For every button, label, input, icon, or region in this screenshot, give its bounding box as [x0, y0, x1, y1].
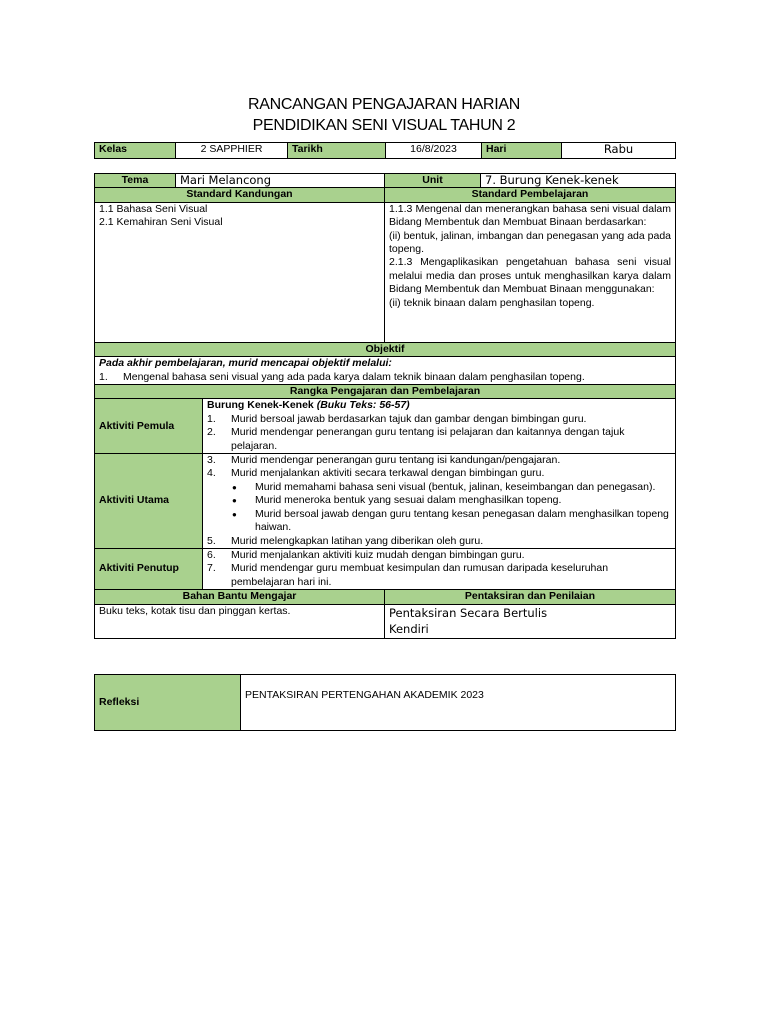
aktiviti-penutup-label: Aktiviti Penutup: [95, 548, 203, 589]
objektif-item: [99, 371, 671, 384]
refleksi-value: PENTAKSIRAN PERTENGAHAN AKADEMIK 2023: [241, 675, 676, 731]
item-text: Murid bersoal jawab berdasarkan tajuk dan gambar dengan bimbingan guru.: [231, 412, 587, 425]
pentaksiran-line: Kendiri: [389, 621, 429, 636]
bbm-value: Buku teks, kotak tisu dan pinggan kertas.: [95, 604, 385, 638]
sp-line: (ii) bentuk, jalinan, imbangan dan penegasan yang ada pada topeng.: [389, 229, 671, 256]
list-item: [207, 454, 671, 467]
objektif-cell: [95, 357, 676, 385]
info-table: [94, 142, 676, 159]
aktiviti-utama-list: [207, 454, 671, 481]
standard-pembelajaran-cell: [385, 202, 676, 342]
sk-item: 1.1 Bahasa Seni Visual: [99, 202, 208, 215]
bbm-header: Bahan Bantu Mengajar: [95, 590, 385, 604]
tema-label: Tema: [95, 174, 176, 188]
aktiviti-utama-cell: [203, 454, 676, 549]
kelas-label: Kelas: [95, 143, 176, 159]
unit-value: 7. Burung Kenek-kenek: [481, 174, 676, 188]
aktiviti-pemula-heading: [207, 399, 671, 412]
page-subtitle: PENDIDIKAN SENI VISUAL TAHUN 2: [252, 117, 516, 134]
aktiviti-penutup-cell: [203, 548, 676, 589]
item-number: 7.: [207, 562, 216, 575]
refleksi-table: [94, 674, 676, 731]
item-number: 1.: [207, 412, 216, 425]
aktiviti-penutup-list: [207, 549, 671, 589]
sk-item: 2.1 Kemahiran Seni Visual: [99, 216, 223, 229]
pentaksiran-header: Pentaksiran dan Penilaian: [385, 590, 676, 604]
lesson-table: [94, 173, 676, 639]
item-text: Murid menjalankan aktiviti kuiz mudah dengan bimbingan guru.: [231, 548, 525, 561]
pentaksiran-cell: [385, 604, 676, 638]
hari-value: Rabu: [562, 143, 676, 159]
heading-text: Burung Kenek-Kenek: [207, 399, 314, 412]
item-number: 4.: [207, 467, 216, 480]
item-text: Murid mendengar penerangan guru tentang isi kandungan/pengajaran.: [231, 454, 561, 467]
kelas-value: 2 SAPPHIER: [176, 143, 288, 159]
bullet-item: ● Murid bersoal jawab dengan guru tentang kesan penegasan dalam menghasilkan topeng haiwan.: [207, 508, 671, 535]
pentaksiran-line: Pentaksiran Secara Bertulis: [389, 605, 548, 620]
objektif-number: 1.: [99, 370, 108, 383]
bullet-item: ● Murid memahami bahasa seni visual (bentuk, jalinan, keseimbangan dan penegasan).: [207, 481, 671, 494]
list-item: [207, 413, 671, 426]
list-item: [207, 467, 671, 480]
list-item: [207, 562, 671, 589]
aktiviti-pemula-list: [207, 413, 671, 453]
hari-label: Hari: [482, 143, 562, 159]
item-text: Murid mendengar penerangan guru tentang isi pelajaran dan kaitannya dengan tajuk pelajaran.: [231, 426, 625, 452]
item-number: 3.: [207, 454, 216, 467]
heading-reference: (Buku Teks: 56-57): [316, 399, 410, 412]
bullet-item: ● Murid meneroka bentuk yang sesuai dalam menghasilkan topeng.: [207, 494, 671, 507]
item-number: 2.: [207, 426, 216, 439]
item-number: 6.: [207, 548, 216, 561]
page-title: RANCANGAN PENGAJARAN HARIAN: [248, 96, 520, 113]
standard-kandungan-header: Standard Kandungan: [95, 188, 385, 202]
aktiviti-utama-list-end: [207, 535, 671, 548]
item-text: Murid melengkapkan latihan yang diberikan oleh guru.: [231, 534, 484, 547]
item-text: Murid mendengar guru membuat kesimpulan dan rumusan daripada keseluruhan pembelajaran hari ini.: [231, 562, 609, 588]
item-text: Murid menjalankan aktiviti secara terkawal dengan bimbingan guru.: [231, 467, 545, 480]
tarikh-label: Tarikh: [288, 143, 386, 159]
aktiviti-utama-label: Aktiviti Utama: [95, 454, 203, 549]
standard-pembelajaran-header: Standard Pembelajaran: [385, 188, 676, 202]
refleksi-label: Refleksi: [95, 675, 241, 731]
item-number: 5.: [207, 534, 216, 547]
tema-value: Mari Melancong: [176, 174, 385, 188]
unit-label: Unit: [385, 174, 481, 188]
rangka-header: Rangka Pengajaran dan Pembelajaran: [95, 385, 676, 399]
objektif-text: Mengenal bahasa seni visual yang ada pada karya dalam teknik binaan dalam penghasilan topeng.: [123, 370, 585, 383]
aktiviti-pemula-label: Aktiviti Pemula: [95, 399, 203, 454]
sp-line: (ii) teknik binaan dalam penghasilan topeng.: [389, 296, 595, 309]
list-item: [207, 426, 671, 453]
list-item: [207, 535, 671, 548]
tarikh-value: 16/8/2023: [386, 143, 482, 159]
objektif-intro: Pada akhir pembelajaran, murid mencapai objektif melalui:: [99, 357, 392, 370]
standard-kandungan-cell: [95, 202, 385, 342]
list-item: [207, 549, 671, 562]
objektif-header: Objektif: [95, 342, 676, 356]
sp-line: 1.1.3 Mengenal dan menerangkan bahasa seni visual dalam Bidang Membentuk dan Membuat Binaan berdasarkan:: [389, 202, 671, 229]
aktiviti-pemula-cell: [203, 399, 676, 454]
aktiviti-utama-bullets: [207, 481, 671, 535]
sp-line: 2.1.3 Mengaplikasikan pengetahuan bahasa seni visual melalui media dan proses untuk menghasilkan karya dalam Bidang Membentuk dan Membuat Binaan menggunakan:: [389, 256, 671, 296]
